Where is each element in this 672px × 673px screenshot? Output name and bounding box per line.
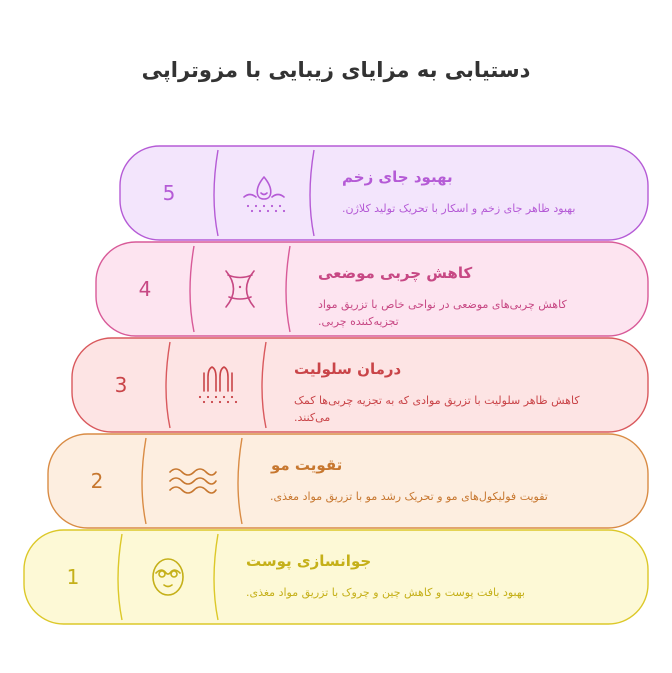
step-5 (120, 146, 648, 240)
step-card (72, 338, 648, 432)
step-description: تجزیه‌کننده چربی. (318, 315, 399, 328)
step-card (120, 146, 648, 240)
step-description: کاهش چربی‌های موضعی در نواحی خاص با تزریق مواد (318, 298, 567, 311)
step-number: 2 (90, 469, 104, 493)
step-description: بهبود ظاهر جای زخم و اسکار با تحریک تولید کلاژن. (342, 202, 576, 215)
step-3 (72, 338, 648, 432)
step-description: می‌کنند. (294, 411, 331, 424)
step-description: کاهش ظاهر سلولیت با تزریق موادی که به تجزیه چربی‌ها کمک (294, 394, 580, 407)
step-1 (24, 530, 648, 624)
step-title: درمان سلولیت (294, 360, 402, 378)
step-number: 4 (138, 277, 152, 301)
step-title: کاهش چربی موضعی (318, 264, 473, 282)
step-number: 5 (162, 181, 176, 205)
step-description: بهبود بافت پوست و کاهش چین و چروک با تزریق مواد مغذی. (246, 586, 525, 599)
step-2 (48, 434, 648, 528)
step-card (48, 434, 648, 528)
step-description: تقویت فولیکول‌های مو و تحریک رشد مو با تزریق مواد مغذی. (270, 490, 548, 503)
step-title: بهبود جای زخم (342, 168, 453, 186)
step-4 (96, 242, 648, 336)
diagram-title: دستیابی به مزایای زیبایی با مزوتراپی (141, 58, 531, 82)
step-number: 3 (114, 373, 128, 397)
step-title: جوانسازی پوست (246, 552, 372, 570)
step-title: تقویت مو (271, 456, 343, 474)
step-number: 1 (66, 565, 80, 589)
